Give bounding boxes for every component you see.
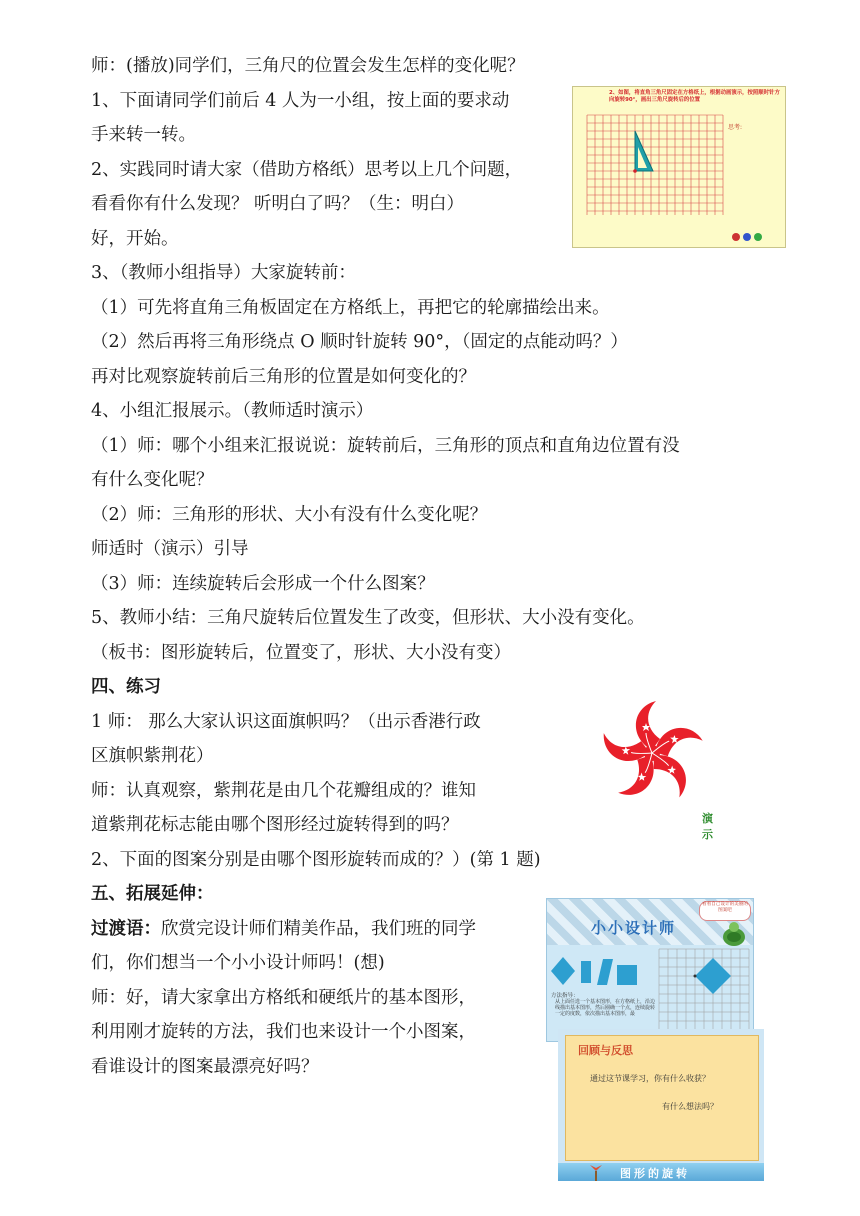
text-line: 道紫荆花标志能由哪个图形经过旋转得到的吗？ — [91, 815, 459, 835]
text-line: 4、小组汇报展示。（教师适时演示） — [91, 401, 374, 421]
text-line: 们，你们想当一个小小设计师吗！(想) — [91, 953, 385, 973]
grid-slide-image — [572, 86, 786, 248]
text-line: （2）师：三角形的形状、大小有没有什么变化呢？ — [91, 505, 488, 525]
text-line: （1）师：哪个小组来汇报说说：旋转前后，三角形的顶点和直角边位置有没 — [91, 436, 680, 456]
text-line: 看看你有什么发现？ 听明白了吗？（生：明白） — [91, 194, 465, 214]
text-line: 1 师： 那么大家认识这面旗帜吗？（出示香港行政 — [91, 712, 481, 732]
section-heading-extension: 五、拓展延伸： — [91, 884, 214, 904]
text-line: （2）然后再将三角形绕点 O 顺时针旋转 90°，（固定的点能动吗？） — [91, 332, 628, 352]
windmill-icon — [588, 1163, 604, 1181]
text-line: 1、下面请同学们前后 4 人为一小组，按上面的要求动 — [91, 91, 510, 111]
text-line: （3）师：连续旋转后会形成一个什么图案？ — [91, 574, 435, 594]
text-line: 3、（教师小组指导）大家旋转前： — [91, 263, 356, 283]
text-line: 区旗帜紫荆花） — [91, 746, 214, 766]
text-line: 师：好，请大家拿出方格纸和硬纸片的基本图形， — [91, 988, 476, 1008]
turtle-icon — [719, 921, 749, 949]
bauhinia-flower-image — [596, 697, 713, 841]
text-line: 师：(播放)同学们，三角尺的位置会发生怎样的变化呢？ — [91, 56, 525, 76]
text-line: （1）可先将直角三角板固定在方格纸上，再把它的轮廓描绘出来。 — [91, 298, 610, 318]
grid-with-triangle — [573, 87, 785, 247]
designer-slide-title: 小小设计师 — [591, 919, 677, 937]
text-line: 手来转一转。 — [91, 125, 196, 145]
grid-slide-title: 2、如图，将直角三角尺固定在方格纸上，根据动画演示，按照顺时针方向旋转90°，画出三角尺旋转后的位置 — [609, 90, 780, 103]
designer-grid — [659, 949, 751, 1039]
review-question-1: 通过这节课学习，你有什么收获？ — [590, 1074, 710, 1083]
designer-slide-image — [546, 898, 754, 1042]
text-line: 有什么变化呢？ — [91, 470, 214, 490]
review-slide-title: 回顾与反思 — [578, 1044, 633, 1057]
method-guide-title: 方法指导： — [551, 993, 579, 999]
grid-slide-think-label: 思考: — [728, 124, 743, 131]
text-line: 利用刚才旋转的方法，我们也来设计一个小图案， — [91, 1022, 476, 1042]
text-line: 好，开始。 — [91, 229, 179, 249]
text-line: 师适时（演示）引导 — [91, 539, 249, 559]
text-line: 师：认真观察，紫荆花是由几个花瓣组成的？谁知 — [91, 781, 476, 801]
demo-label: 演示 — [702, 812, 713, 841]
text-line: 2、实践同时请大家（借助方格纸）思考以上几个问题， — [91, 160, 523, 180]
review-question-2: 有什么想法吗？ — [662, 1102, 718, 1111]
transition-text: 欣赏完设计师们精美作品，我们班的同学 — [161, 919, 476, 939]
review-slide-footer-text: 图形的旋转 — [620, 1167, 690, 1180]
text-line: 看谁设计的图案最漂亮好吗？ — [91, 1057, 319, 1077]
text-line: （板书：图形旋转后，位置变了，形状、大小没有变） — [91, 643, 511, 663]
text-line: 5、教师小结：三角尺旋转后位置发生了改变，但形状、大小没有变化。 — [91, 608, 645, 628]
transition-label: 过渡语： — [91, 919, 161, 939]
designer-speech-bubble: 看看自己设计的美丽的图案吧 — [699, 901, 751, 921]
review-slide-image — [558, 1029, 764, 1181]
method-guide-text: 从上面任选一个基本图形，在方格纸上，沿边线描出基本图形，然后圈确一个点，连续旋转一定的度数，依次描出基本图形，最 — [555, 999, 656, 1017]
text-line: 再对比观察旋转前后三角形的位置是如何变化的？ — [91, 367, 476, 387]
text-line: 2、下面的图案分别是由哪个图形旋转而成的？）(第 1 题) — [91, 850, 541, 870]
section-heading-practice: 四、练习 — [91, 677, 161, 697]
bauhinia-icon — [596, 697, 708, 809]
transition-line — [91, 918, 476, 940]
basic-shapes-icon — [551, 955, 641, 989]
